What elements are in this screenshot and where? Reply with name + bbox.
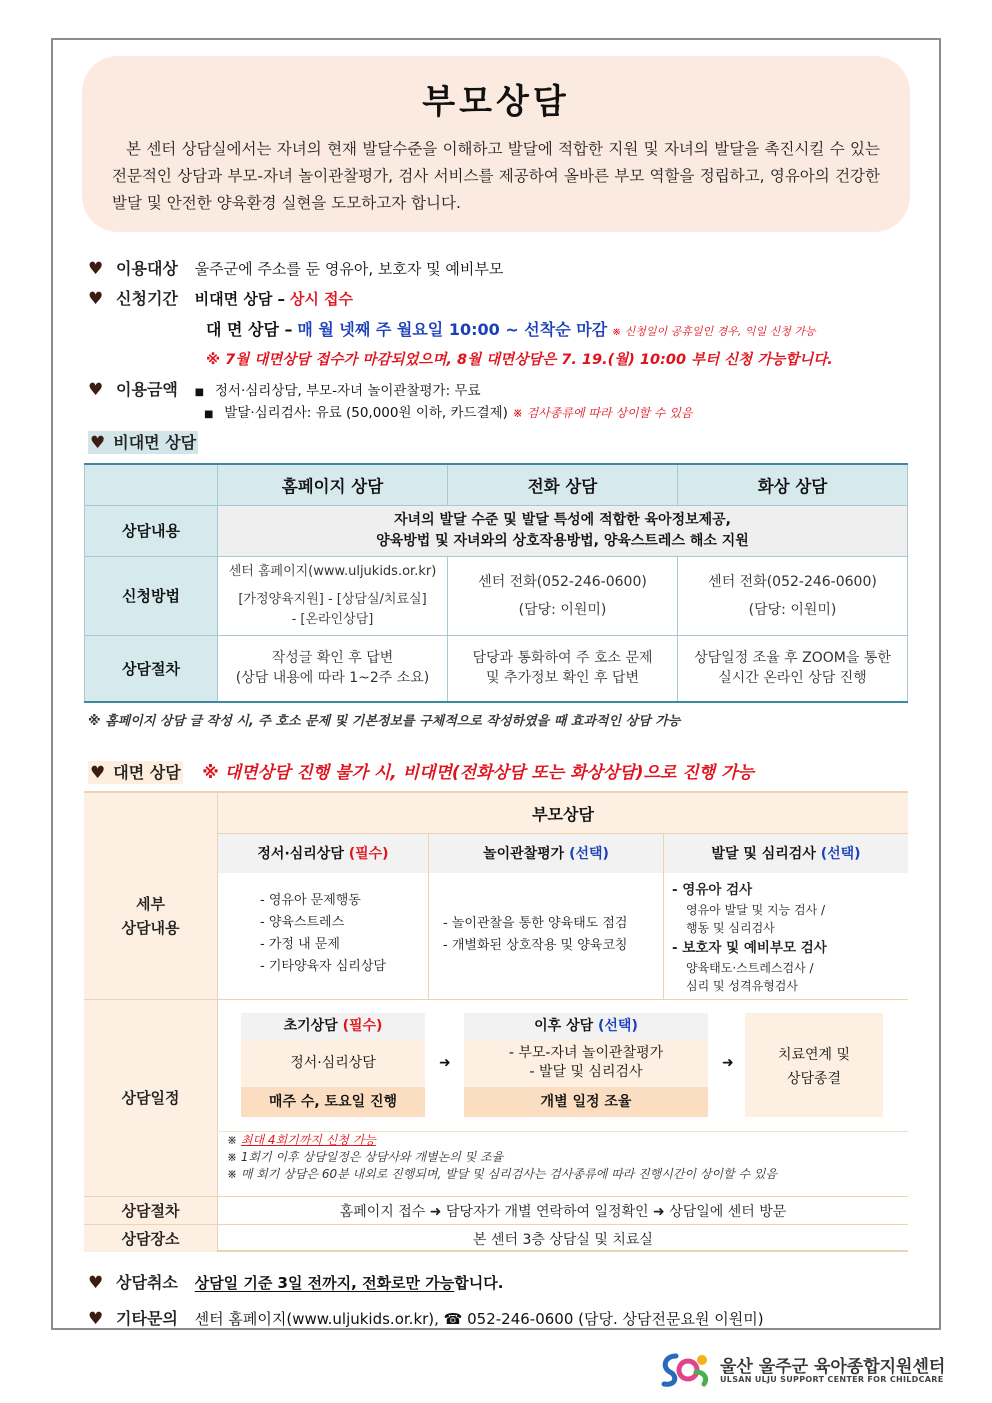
step-initial-title: 초기상담 bbox=[283, 1018, 338, 1034]
square-bullet-icon: ■ bbox=[194, 387, 205, 398]
period-nonface-prefix: 비대면 상담 – bbox=[194, 290, 286, 308]
process-phone-line-1: 담당과 통화하여 주 호소 문제 bbox=[472, 650, 653, 667]
process-video bbox=[678, 635, 908, 702]
fee-item-2: 발달·심리검사: 유료 (50,000원 이하, 카드결제) bbox=[224, 405, 508, 421]
heart-icon: ♥ bbox=[88, 1309, 104, 1329]
col-video: 화상 상담 bbox=[678, 464, 908, 505]
step-followup-tag: (선택) bbox=[598, 1018, 638, 1034]
period-face-note: ※ 신청일이 공휴일인 경우, 익일 신청 가능 bbox=[611, 325, 816, 338]
logo-mark-icon bbox=[658, 1350, 710, 1390]
square-bullet-icon: ■ bbox=[204, 409, 214, 420]
info-fee bbox=[88, 377, 481, 400]
list-item: - 기타양육자 심리상담 bbox=[260, 959, 386, 974]
col3-sub-2b: 심리 및 성격유형검사 bbox=[686, 979, 798, 993]
step-initial-body: 정서·심리상담 bbox=[241, 1039, 425, 1087]
target-label: 이용대상 bbox=[116, 259, 178, 278]
step-final bbox=[745, 1013, 883, 1117]
method-home-line-1: 센터 홈페이지(www.uljukids.or.kr) bbox=[228, 563, 437, 579]
nonface-table bbox=[84, 463, 908, 703]
col3-name: 발달 및 심리검사 bbox=[711, 846, 816, 862]
note-1-prefix: ※ bbox=[227, 1133, 238, 1147]
process-phone-line-2: 및 추가정보 확인 후 답변 bbox=[485, 670, 640, 687]
method-video-line-1: 센터 전화(052-246-0600) bbox=[708, 573, 877, 590]
face-table-title: 부모상담 bbox=[218, 793, 908, 833]
list-item: - 개별화된 상호작용 및 양육코칭 bbox=[443, 938, 628, 953]
heart-icon: ♥ bbox=[88, 1273, 104, 1293]
step-followup-head bbox=[464, 1013, 708, 1039]
process-home bbox=[218, 635, 448, 702]
row-content-value bbox=[218, 505, 908, 556]
arrow-right-icon: ➜ bbox=[722, 1055, 734, 1071]
step-followup-title: 이후 상담 bbox=[534, 1018, 594, 1034]
nonface-heading bbox=[88, 430, 198, 453]
col1-tag: (필수) bbox=[348, 846, 389, 862]
nonface-note: ※ 홈페이지 상담 글 작성 시, 주 호소 문제 및 기본정보를 구체적으로 작성하였을 때 효과적인 상담 가능 bbox=[88, 714, 681, 729]
col1-items bbox=[260, 890, 386, 978]
process-phone bbox=[448, 635, 678, 702]
face-heading-text: 대면 상담 bbox=[113, 763, 181, 782]
nonface-heading-text: 비대면 상담 bbox=[113, 433, 197, 452]
step-followup-item: - 부모-자녀 놀이관찰평가 bbox=[508, 1045, 664, 1061]
schedule-note-1 bbox=[227, 1132, 777, 1149]
step-followup-item: - 발달 및 심리검사 bbox=[529, 1064, 643, 1080]
divider bbox=[217, 793, 218, 1252]
list-item: - 가정 내 문제 bbox=[260, 937, 340, 952]
logo-text-kr: 울산 울주군 육아종합지원센터 bbox=[720, 1357, 946, 1377]
period-nonface-value: 상시 접수 bbox=[289, 290, 354, 308]
period-notice-text: ※ 7월 대면상담 접수가 마감되었으며, 8월 대면상담은 7. 19.(월) 10:00 부터 신청 가능합니다. bbox=[206, 352, 833, 368]
col1-head bbox=[218, 833, 428, 873]
period-face-prefix: 대 면 상담 – bbox=[206, 320, 293, 339]
col2-name: 놀이관찰평가 bbox=[483, 846, 565, 862]
heart-icon: ♥ bbox=[88, 259, 104, 279]
face-heading bbox=[88, 758, 754, 783]
col3-sub-1a: 영유아 발달 및 지능 검사 / bbox=[686, 903, 826, 917]
method-home bbox=[218, 556, 448, 635]
method-phone-line-1: 센터 전화(052-246-0600) bbox=[478, 573, 647, 590]
method-video-line-2: (담당: 이원미) bbox=[748, 601, 837, 618]
col3-sub-2a: 양육태도·스트레스검사 / bbox=[686, 961, 814, 975]
detail-label-1: 세부 bbox=[136, 895, 165, 913]
detail-label bbox=[84, 833, 217, 999]
face-heading-note: ※ 대면상담 진행 불가 시, 비대면(전화상담 또는 화상상담)으로 진행 가능 bbox=[202, 763, 754, 783]
list-item: - 영유아 문제행동 bbox=[260, 893, 361, 908]
col3-heading-1: - 영유아 검사 bbox=[672, 882, 753, 898]
detail-label-2: 상담내용 bbox=[121, 919, 180, 937]
method-home-line-3: - [온라인상담] bbox=[291, 611, 374, 627]
step-followup-foot: 개별 일정 조율 bbox=[464, 1087, 708, 1117]
method-home-line-2: [가정양육지원] - [상담실/치료실] bbox=[238, 591, 427, 607]
table-corner bbox=[85, 464, 218, 505]
schedule-label: 상담일정 bbox=[84, 1000, 217, 1196]
method-video bbox=[678, 556, 908, 635]
col1-name: 정서·심리상담 bbox=[257, 846, 344, 862]
face-place-value: 본 센터 3층 상담실 및 치료실 bbox=[473, 1232, 653, 1248]
step-initial bbox=[241, 1013, 425, 1117]
step-initial-tag: (필수) bbox=[342, 1018, 383, 1034]
schedule-note-3: ※ 매 회기 상담은 60분 내외로 진행되며, 발달 및 심리검사는 검사종류에 따라 진행시간이 상이할 수 있음 bbox=[227, 1167, 778, 1181]
process-video-line-2: 실시간 온라인 상담 진행 bbox=[718, 670, 867, 687]
step-initial-head bbox=[241, 1013, 425, 1039]
row-method-label: 신청방법 bbox=[85, 556, 218, 635]
row-process-label: 상담절차 bbox=[85, 635, 218, 702]
info-fee-2 bbox=[204, 401, 693, 421]
step-followup bbox=[464, 1013, 708, 1117]
cancel-value: 상담일 기준 3일 전까지, 전화로만 가능 bbox=[194, 1274, 455, 1292]
fee-item-2-note: ※ 검사종류에 따라 상이할 수 있음 bbox=[512, 406, 693, 420]
face-process-label: 상담절차 bbox=[84, 1197, 217, 1224]
info-period-face bbox=[206, 317, 816, 340]
step-final-line-1: 치료연계 및 bbox=[777, 1047, 851, 1063]
heart-icon: ♥ bbox=[90, 763, 106, 783]
page-title: 부모상담 bbox=[422, 82, 570, 122]
schedule-note-2: ※ 1회기 이후 상담일정은 상담사와 개별논의 및 조율 bbox=[227, 1150, 504, 1164]
schedule-notes bbox=[227, 1132, 777, 1183]
divider bbox=[663, 833, 664, 999]
col-home: 홈페이지 상담 bbox=[218, 464, 448, 505]
arrow-right-icon: ➜ bbox=[439, 1055, 451, 1071]
face-place-label: 상담장소 bbox=[84, 1225, 217, 1252]
period-face-value: 매 월 넷째 주 월요일 10:00 ~ 선착순 마감 bbox=[297, 320, 608, 339]
face-process-value: 홈페이지 접수 ➜ 담당자가 개별 연락하여 일정확인 ➜ 상담일에 센터 방문 bbox=[339, 1204, 787, 1220]
step-initial-foot: 매주 수, 토요일 진행 bbox=[241, 1087, 425, 1117]
heart-icon: ♥ bbox=[90, 433, 106, 453]
heart-icon: ♥ bbox=[88, 289, 104, 309]
fee-label: 이용금액 bbox=[116, 380, 178, 399]
info-target bbox=[88, 256, 503, 279]
method-phone-line-2: (담당: 이원미) bbox=[518, 601, 607, 618]
col-phone: 전화 상담 bbox=[448, 464, 678, 505]
period-label: 신청기간 bbox=[116, 289, 178, 308]
list-item: - 놀이관찰을 통한 양육태도 점검 bbox=[443, 916, 628, 931]
logo-text-en: ULSAN ULJU SUPPORT CENTER FOR CHILDCARE bbox=[720, 1375, 944, 1384]
cancel-label: 상담취소 bbox=[116, 1273, 178, 1292]
heart-icon: ♥ bbox=[88, 380, 104, 400]
content-line-2: 양육방법 및 자녀와의 상호작용방법, 양육스트레스 해소 지원 bbox=[376, 532, 749, 549]
process-home-line-1: 작성글 확인 후 답변 bbox=[271, 650, 394, 667]
col3-heading-2: - 보호자 및 예비부모 검사 bbox=[672, 940, 827, 956]
col2-items bbox=[443, 913, 627, 957]
intro-text: 본 센터 상담실에서는 자녀의 현재 발달수준을 이해하고 발달에 적합한 지원 및 자녀의 발달을 촉진시킬 수 있는 전문적인 상담과 부모-자녀 놀이관찰평가, 검사 서비스를 제공하여 올바른 부모 역할을 정립하고, 영유아의 건강한 발달 및 안전한 양육환경 실현을 도모하고자 합니다. bbox=[112, 140, 880, 212]
content-line-1: 자녀의 발달 수준 및 발달 특성에 적합한 육아정보제공, bbox=[394, 511, 731, 528]
method-phone bbox=[448, 556, 678, 635]
face-corner bbox=[84, 793, 217, 833]
cancel-value-tail: 합니다. bbox=[454, 1274, 504, 1292]
process-home-line-2: (상담 내용에 따라 1~2주 소요) bbox=[235, 670, 430, 687]
contact-label: 기타문의 bbox=[116, 1309, 178, 1328]
step-followup-body bbox=[464, 1039, 708, 1087]
col2-head bbox=[429, 833, 663, 873]
contact-row bbox=[88, 1306, 764, 1329]
step-final-line-2: 상담종결 bbox=[786, 1071, 842, 1087]
center-logo bbox=[658, 1350, 946, 1390]
divider bbox=[217, 833, 908, 834]
col3-sub-1b: 행동 및 심리검사 bbox=[686, 921, 775, 935]
intro-box bbox=[82, 56, 910, 232]
period-notice bbox=[206, 348, 833, 369]
col3-items bbox=[672, 879, 827, 995]
info-period bbox=[88, 286, 353, 309]
note-1-main: 최대 4회기까지 신청 가능 bbox=[240, 1133, 376, 1147]
col2-tag: (선택) bbox=[569, 846, 609, 862]
divider bbox=[428, 833, 429, 999]
fee-item-1: 정서·심리상담, 부모-자녀 놀이관찰평가: 무료 bbox=[214, 383, 481, 399]
contact-value: 센터 홈페이지(www.uljukids.or.kr), ☎ 052-246-0600 (담당. 상담전문요원 이원미) bbox=[194, 1310, 764, 1328]
col3-tag: (선택) bbox=[820, 846, 861, 862]
cancel-row bbox=[88, 1270, 503, 1293]
col3-head bbox=[664, 833, 908, 873]
process-video-line-1: 상담일정 조율 후 ZOOM을 통한 bbox=[694, 650, 891, 667]
list-item: - 양육스트레스 bbox=[260, 915, 345, 930]
row-content-label: 상담내용 bbox=[85, 505, 218, 556]
target-value: 울주군에 주소를 둔 영유아, 보호자 및 예비부모 bbox=[194, 260, 504, 278]
